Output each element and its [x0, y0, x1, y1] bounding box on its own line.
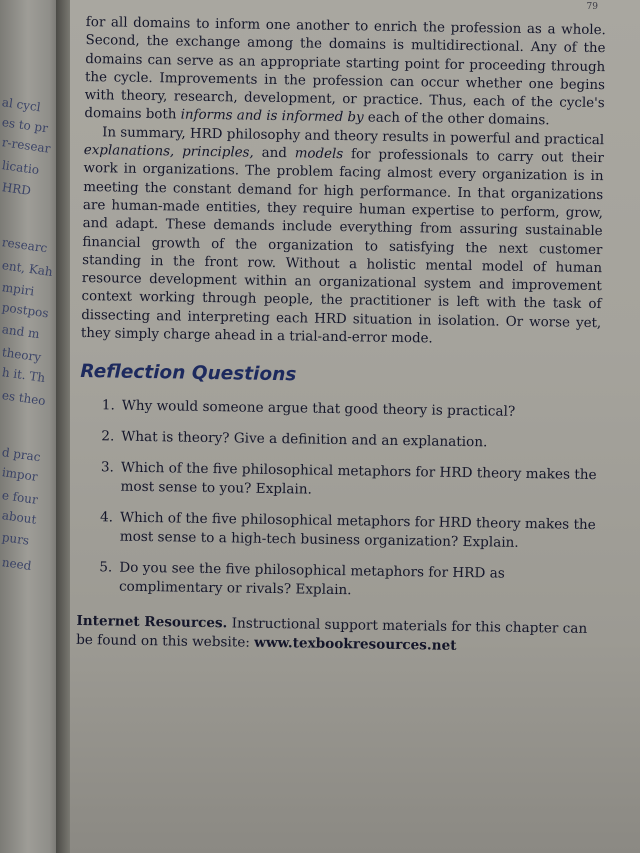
- question-item: 3. Which of the five philosophical metaphors for HRD theory makes the most sense to you? Explain.: [100, 459, 597, 498]
- facing-page-fragment: ent, Kah: [1, 258, 54, 280]
- facing-page-fragment: theory: [1, 345, 42, 365]
- internet-resources: Internet Resources. Instructional support materials for this chapter can be found on this website: www.texbookresources.net: [76, 613, 588, 655]
- facing-page-fragment: postpos: [1, 300, 50, 321]
- facing-page-fragment: HRD: [1, 180, 32, 198]
- facing-page-fragment: impor: [1, 465, 39, 484]
- facing-page-fragment: mpiri: [1, 280, 36, 299]
- facing-page-fragment: researc: [1, 235, 49, 256]
- question-item: 4. Which of the five philosophical metaphors for HRD theory makes the most sense to a high-tech business organization? Explain.: [99, 509, 596, 552]
- facing-page-fragment: licatio: [1, 158, 41, 178]
- facing-page-fragment: about: [1, 508, 38, 527]
- reflection-questions: [77, 396, 600, 604]
- paragraph-continued: for all domains to inform one another to enrich the profession as a whole. Second, the exchange among the domains is multidirectional. Any of the domains can serve as an appropriate starting point for proceeding through the cycle. Improvements in the profession can occur whether one begins with theory, research, development, or practice. Thus, each of the cycle's domains both informs and is informed by each of the other domains.: [84, 14, 606, 129]
- facing-page-fragment: purs: [1, 530, 31, 548]
- page-number: 79: [586, 2, 598, 12]
- resource-url: www.texbookresources.net: [254, 635, 457, 655]
- question-item: 1. Why would someone argue that good theory is practical?: [101, 397, 516, 421]
- facing-page-fragment: e four: [1, 488, 39, 507]
- facing-page-fragment: r-resear: [1, 135, 52, 156]
- question-item: 2. What is theory? Give a definition and an explanation.: [101, 428, 488, 451]
- page-text: [76, 14, 606, 672]
- facing-page: [0, 0, 62, 853]
- facing-page-fragment: and m: [1, 322, 41, 342]
- facing-page-fragment: need: [1, 555, 33, 574]
- paragraph-summary: In summary, HRD philosophy and theory results in powerful and practical explanations, principles, and models for professionals to carry out their work in organizations. The problem facing almost every organization is in meeting the constant demand for high performance. In that organizations are human-made entities, they require human expertise to perform, grow, and adapt. These demands include everything from assuring sustainable financial growth of the organization to satisfying the next customer standing in the front row. Without a holistic mental model of human resource development within an organizational system and improvement context working through people, the practitioner is left with the task of dissecting and interpreting each HRD situation in isolation. Or worse yet, they simply charge ahead in a trial-and-error mode.: [80, 125, 605, 347]
- section-heading: Reflection Questions: [80, 361, 297, 386]
- facing-page-fragment: d prac: [1, 445, 42, 465]
- facing-page-fragment: al cycl: [1, 95, 42, 115]
- facing-page-fragment: h it. Th: [1, 365, 47, 385]
- facing-page-fragment: es to pr: [1, 115, 49, 136]
- facing-page-fragment: es theo: [1, 388, 47, 409]
- question-item: 5. Do you see the five philosophical metaphors for HRD as complimentary or rivals? Explain.: [99, 559, 505, 599]
- book-page: [70, 0, 640, 853]
